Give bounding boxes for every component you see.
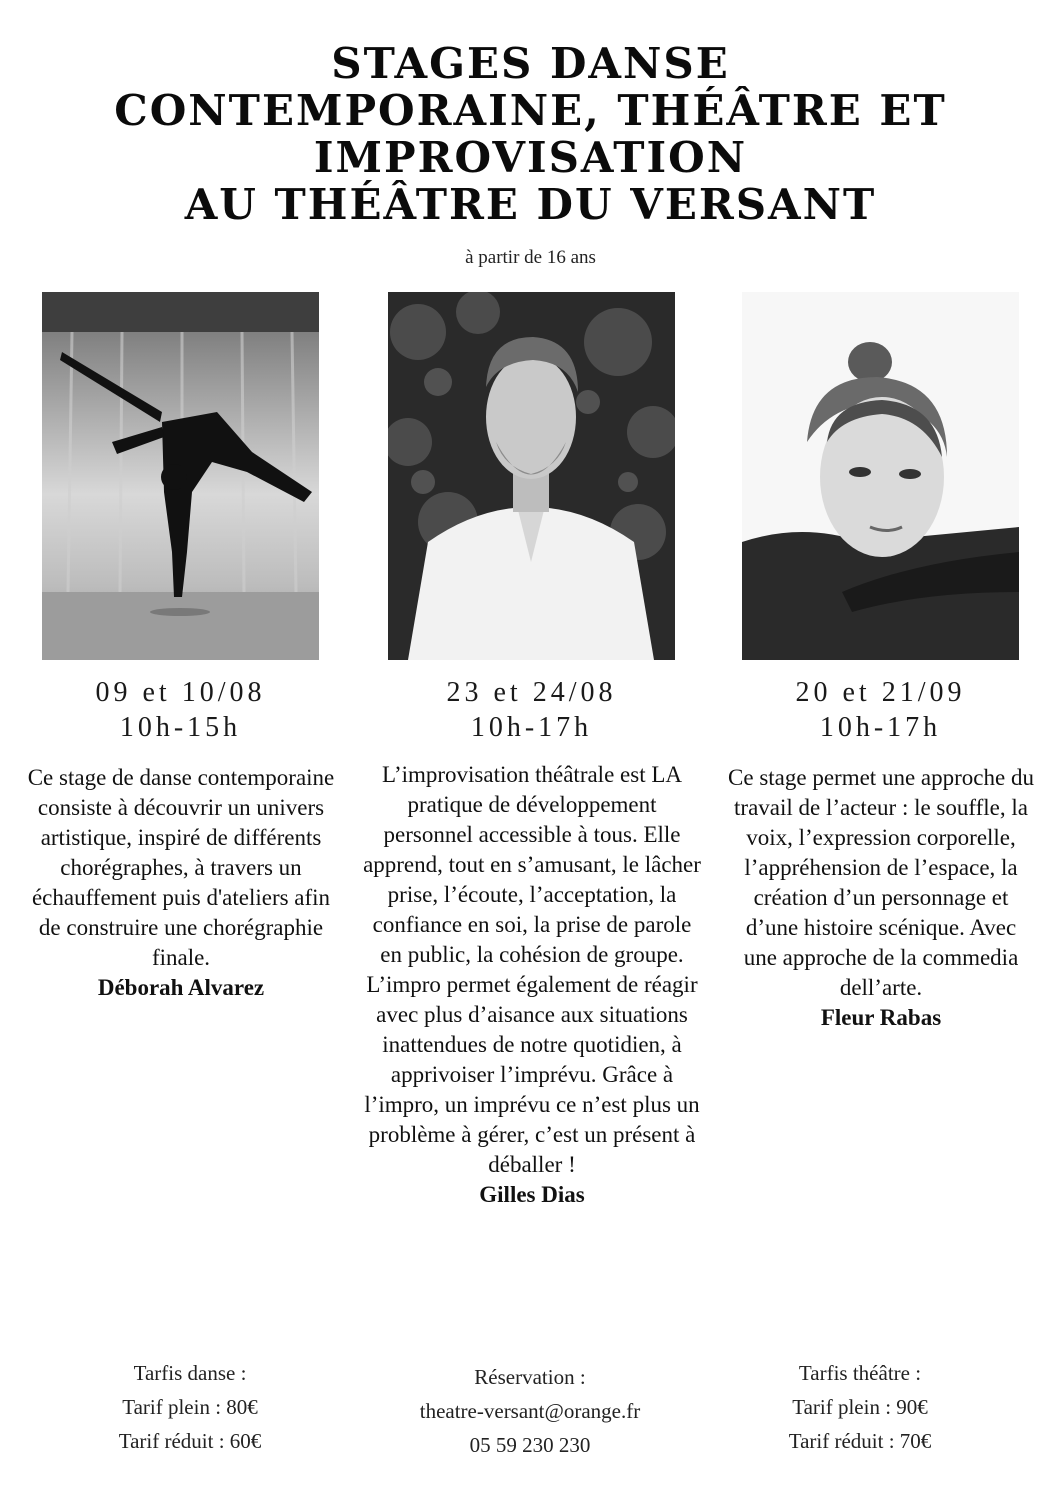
dance-price-full: Tarif plein : 80€	[122, 1395, 258, 1419]
woman-portrait-photo	[742, 292, 1019, 660]
dancer-photo	[42, 292, 319, 660]
reservation-phone[interactable]: 05 59 230 230	[469, 1433, 591, 1457]
theatre-prices-heading: Tarfis théâtre :	[798, 1361, 922, 1385]
age-requirement: à partir de 16 ans	[465, 247, 596, 268]
workshop-2-author: Gilles Dias	[479, 1182, 585, 1207]
workshop-2-description: L’improvisation théâtrale est LA pratique de développement personnel accessible à tous. Elle apprend, tout en s’amusant, le lâcher prise, l’écoute, l’acceptation, la confiance en soi, la prise de parole en public, la cohésion de groupe. L’impro permet également de réagir avec plus d’aisance aux situations inattendues de notre quotidien, à apprivoiser l’imprévu. Grâce à l’impro, un imprévu ce n’est plus un problème à gérer, c’est un présent à déballer !	[363, 762, 701, 1177]
title-line-4: AU THÉÂTRE DU VERSANT	[184, 180, 877, 229]
workshop-3-hours: 10h-17h	[819, 712, 942, 743]
dance-prices	[60, 1356, 320, 1458]
workshop-3-description-block	[728, 763, 1034, 1033]
workshop-3-author: Fleur Rabas	[820, 1005, 942, 1030]
title-line-2: CONTEMPORAINE, THÉÂTRE ET	[114, 86, 947, 135]
workshop-3-schedule	[742, 675, 1019, 745]
dance-price-reduced: Tarif réduit : 60€	[118, 1429, 262, 1453]
workshop-1-description-block	[22, 763, 340, 1003]
workshop-2-hours: 10h-17h	[470, 712, 593, 743]
workshop-3-description: Ce stage permet une approche du travail de l’acteur : le souffle, la voix, l’expression corporelle, l’appréhension de l’espace, la création d’un personnage et d’une histoire scénique. Avec une approche de la commedia dell’arte.	[728, 765, 1034, 1000]
man-portrait-photo	[388, 292, 675, 660]
reservation-email[interactable]: theatre-versant@orange.fr	[419, 1399, 641, 1423]
workshop-1-hours: 10h-15h	[119, 712, 242, 743]
reservation-heading: Réservation :	[474, 1365, 586, 1389]
workshop-2-schedule	[388, 675, 675, 745]
theatre-price-reduced: Tarif réduit : 70€	[788, 1429, 932, 1453]
theatre-prices	[730, 1356, 990, 1458]
workshop-2-dates: 23 et 24/08	[446, 677, 617, 708]
workshop-1-schedule	[42, 675, 319, 745]
theatre-price-full: Tarif plein : 90€	[792, 1395, 928, 1419]
workshop-3-dates: 20 et 21/09	[795, 677, 966, 708]
reservation-info	[370, 1360, 690, 1462]
workshop-1-author: Déborah Alvarez	[97, 975, 265, 1000]
workshop-1-description: Ce stage de danse contemporaine consiste à découvrir un univers artistique, inspiré de différents chorégraphes, à travers un échauffement puis d'ateliers afin de construire une chorégraphie finale.	[27, 765, 335, 970]
poster-title	[0, 40, 1061, 228]
title-line-1: STAGES DANSE	[331, 39, 730, 88]
dance-prices-heading: Tarfis danse :	[133, 1361, 247, 1385]
workshop-2-description-block	[360, 760, 704, 1210]
workshop-1-dates: 09 et 10/08	[95, 677, 266, 708]
title-line-3: IMPROVISATION	[313, 133, 748, 182]
